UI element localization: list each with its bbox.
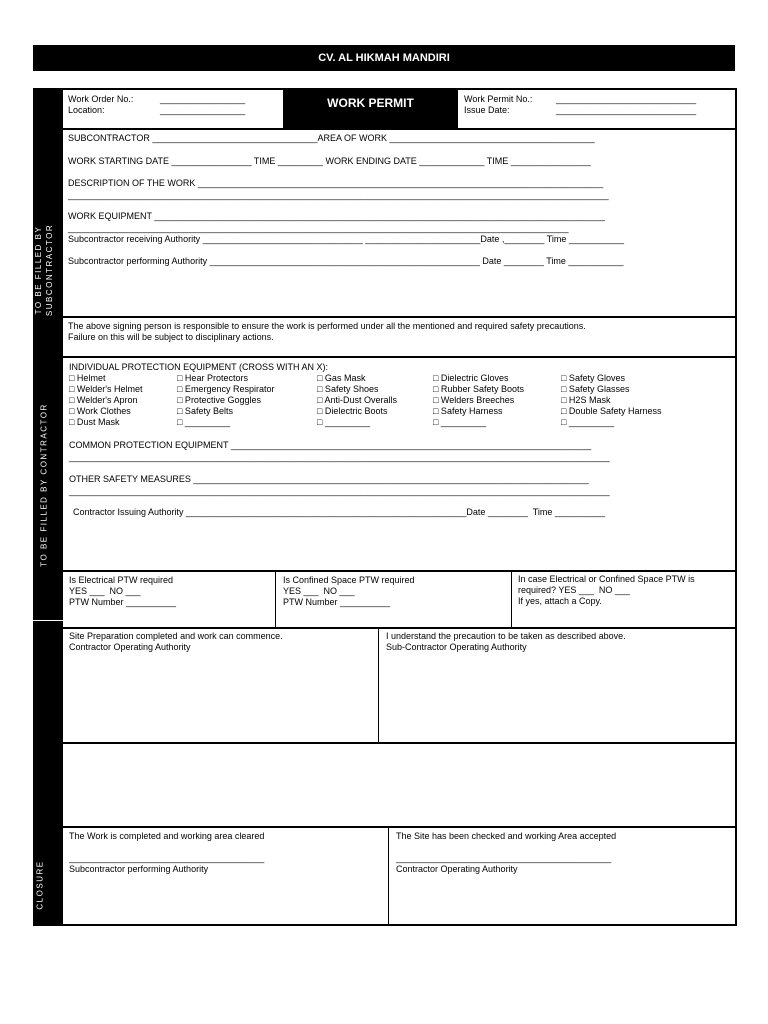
authority-divider [378,627,379,743]
ppe-column-2 [177,373,274,428]
confined-ptw-yes-no[interactable]: YES ___ NO ___ [283,586,355,596]
issuing-authority-line[interactable]: Contractor Issuing Authority ________________________________________________________Date ________ Time __________ [73,507,605,517]
ppe-checkbox[interactable]: □ Gas Mask [317,373,366,383]
work-equipment-line[interactable]: WORK EQUIPMENT __________________________________________________________________________________________ [68,211,605,221]
ppe-column-3 [317,373,397,428]
work-order-label: Work Order No.: [68,94,134,104]
company-name: CV. AL HIKMAH MANDIRI [318,52,450,64]
closure-left-signature-line[interactable]: _______________________________________ [69,853,265,863]
divider-ppe-top [61,356,737,358]
other-safety-line[interactable]: OTHER SAFETY MEASURES _______________________________________________________________________________ [69,474,589,484]
ppe-column-5 [561,373,662,428]
ppe-checkbox[interactable]: □ H2S Mask [561,395,611,405]
work-equipment-line-2[interactable]: ____________________________________________________________________________________________________ [68,223,569,233]
ppe-checkbox[interactable]: □ Rubber Safety Boots [433,384,524,394]
electrical-ptw-number[interactable]: PTW Number __________ [69,597,177,607]
ppe-checkbox[interactable]: □ Welder's Helmet [69,384,143,394]
electrical-ptw-yes-no[interactable]: YES ___ NO ___ [69,586,141,596]
contractor-operating-authority: Contractor Operating Authority [69,642,191,652]
permit-no-field[interactable]: ____________________________ [556,94,697,104]
ppe-checkbox[interactable]: □ Safety Gloves [561,373,625,383]
work-description-line[interactable]: DESCRIPTION OF THE WORK _________________________________________________________________________________ [68,178,604,188]
work-order-field[interactable]: _________________ [160,94,246,104]
ppe-checkbox[interactable]: □ Dust Mask [69,417,120,427]
divider-authority-top [61,627,737,629]
closure-right-signature-line[interactable]: ___________________________________________ [396,853,612,863]
side-label-closure: CLOSURE [35,860,45,910]
common-protection-line-2[interactable]: ____________________________________________________________________________________________________________ [69,452,610,462]
ppe-column-1 [69,373,143,428]
in-case-attach-note: If yes, attach a Copy. [518,596,602,606]
side-strip-separator [33,620,63,621]
ptw-divider-2 [511,570,512,628]
ppe-checkbox[interactable]: □ Emergency Respirator [177,384,275,394]
ppe-checkbox[interactable]: □ Safety Shoes [317,384,379,394]
subcontractor-area-line[interactable]: SUBCONTRACTOR _________________________________AREA OF WORK _________________________________________ [68,133,595,143]
performing-authority-line[interactable]: Subcontractor performing Authority ______________________________________________________ Date ________ Time ___________ [68,256,624,266]
ppe-title: INDIVIDUAL PROTECTION EQUIPMENT (CROSS WITH AN X): [69,362,329,372]
subcontractor-performing-authority: Subcontractor performing Authority [69,864,209,874]
notice-line-2: Failure on this will be subject to disciplinary actions. [68,332,274,342]
work-permit-title: WORK PERMIT [327,96,414,110]
ppe-checkbox[interactable]: □ Safety Belts [177,406,233,416]
electrical-ptw-question: Is Electrical PTW required [69,575,174,585]
ppe-checkbox[interactable]: □ Safety Harness [433,406,503,416]
closure-divider [388,826,389,925]
ppe-checkbox[interactable]: □ Work Clothes [69,406,131,416]
ptw-divider-1 [275,570,276,628]
ppe-checkbox[interactable]: □ Dielectric Gloves [433,373,509,383]
divider-header [61,128,737,130]
frame-right [735,88,737,926]
location-field[interactable]: _________________ [160,105,246,115]
common-protection-line[interactable]: COMMON PROTECTION EQUIPMENT ________________________________________________________________________ [69,440,592,450]
ppe-checkbox[interactable]: □ Hear Protectors [177,373,248,383]
site-preparation-text: Site Preparation completed and work can commence. [69,631,283,641]
in-case-ptw-yes-no[interactable]: required? YES ___ NO ___ [518,585,630,595]
ppe-checkbox[interactable]: □ Helmet [69,373,106,383]
ppe-checkbox[interactable]: □ Anti-Dust Overalls [317,395,397,405]
work-description-line-2[interactable]: ____________________________________________________________________________________________________________ [68,190,609,200]
ppe-checkbox[interactable]: □ _________ [561,417,614,427]
ppe-block [69,362,729,427]
ppe-checkbox[interactable]: □ Welder's Apron [69,395,138,405]
ppe-checkbox[interactable]: □ Protective Goggles [177,395,261,405]
work-completed-text: The Work is completed and working area cleared [69,831,265,841]
blank-area[interactable] [63,744,735,826]
ppe-checkbox[interactable]: □ Welders Breeches [433,395,515,405]
ppe-column-4 [433,373,524,428]
ppe-checkbox[interactable]: □ Double Safety Harness [561,406,662,416]
ppe-checkbox[interactable]: □ _________ [433,417,486,427]
divider-notice-top [61,316,737,318]
site-checked-text: The Site has been checked and working Area accepted [396,831,617,841]
work-dates-line[interactable]: WORK STARTING DATE ________________ TIME _________ WORK ENDING DATE _____________ TIME ________________ [68,156,591,166]
divider-closure-top [61,826,737,828]
confined-ptw-question: Is Confined Space PTW required [283,575,415,585]
other-safety-line-2[interactable]: ____________________________________________________________________________________________________________ [69,486,610,496]
sub-contractor-operating-authority: Sub-Contractor Operating Authority [386,642,527,652]
issue-date-field[interactable]: ____________________________ [556,105,697,115]
notice-line-1: The above signing person is responsible to ensure the work is performed under all the mentioned and required safety precautions. [68,321,586,331]
in-case-ptw-question: In case Electrical or Confined Space PTW is [518,574,695,584]
divider-ptw-top [61,570,737,572]
side-label-contractor: TO BE FILLED BY CONTRACTOR [39,403,49,567]
confined-ptw-number[interactable]: PTW Number __________ [283,597,391,607]
receiving-authority-line[interactable]: Subcontractor receiving Authority ________________________________ _______________________Date ,________ Time ___________ [68,234,624,244]
contractor-operating-authority-closure: Contractor Operating Authority [396,864,518,874]
ppe-checkbox[interactable]: □ _________ [177,417,230,427]
frame-bottom [61,924,737,926]
side-label-subcontractor: TO BE FILLED BY SUBCONTRACTOR [34,223,54,317]
understand-precaution-text: I understand the precaution to be taken as described above. [386,631,626,641]
location-label: Location: [68,105,105,115]
issue-date-label: Issue Date: [464,105,510,115]
ppe-checkbox[interactable]: □ Safety Glasses [561,384,630,394]
ppe-checkbox[interactable]: □ _________ [317,417,370,427]
ppe-checkbox[interactable]: □ Dielectric Boots [317,406,388,416]
permit-no-label: Work Permit No.: [464,94,533,104]
